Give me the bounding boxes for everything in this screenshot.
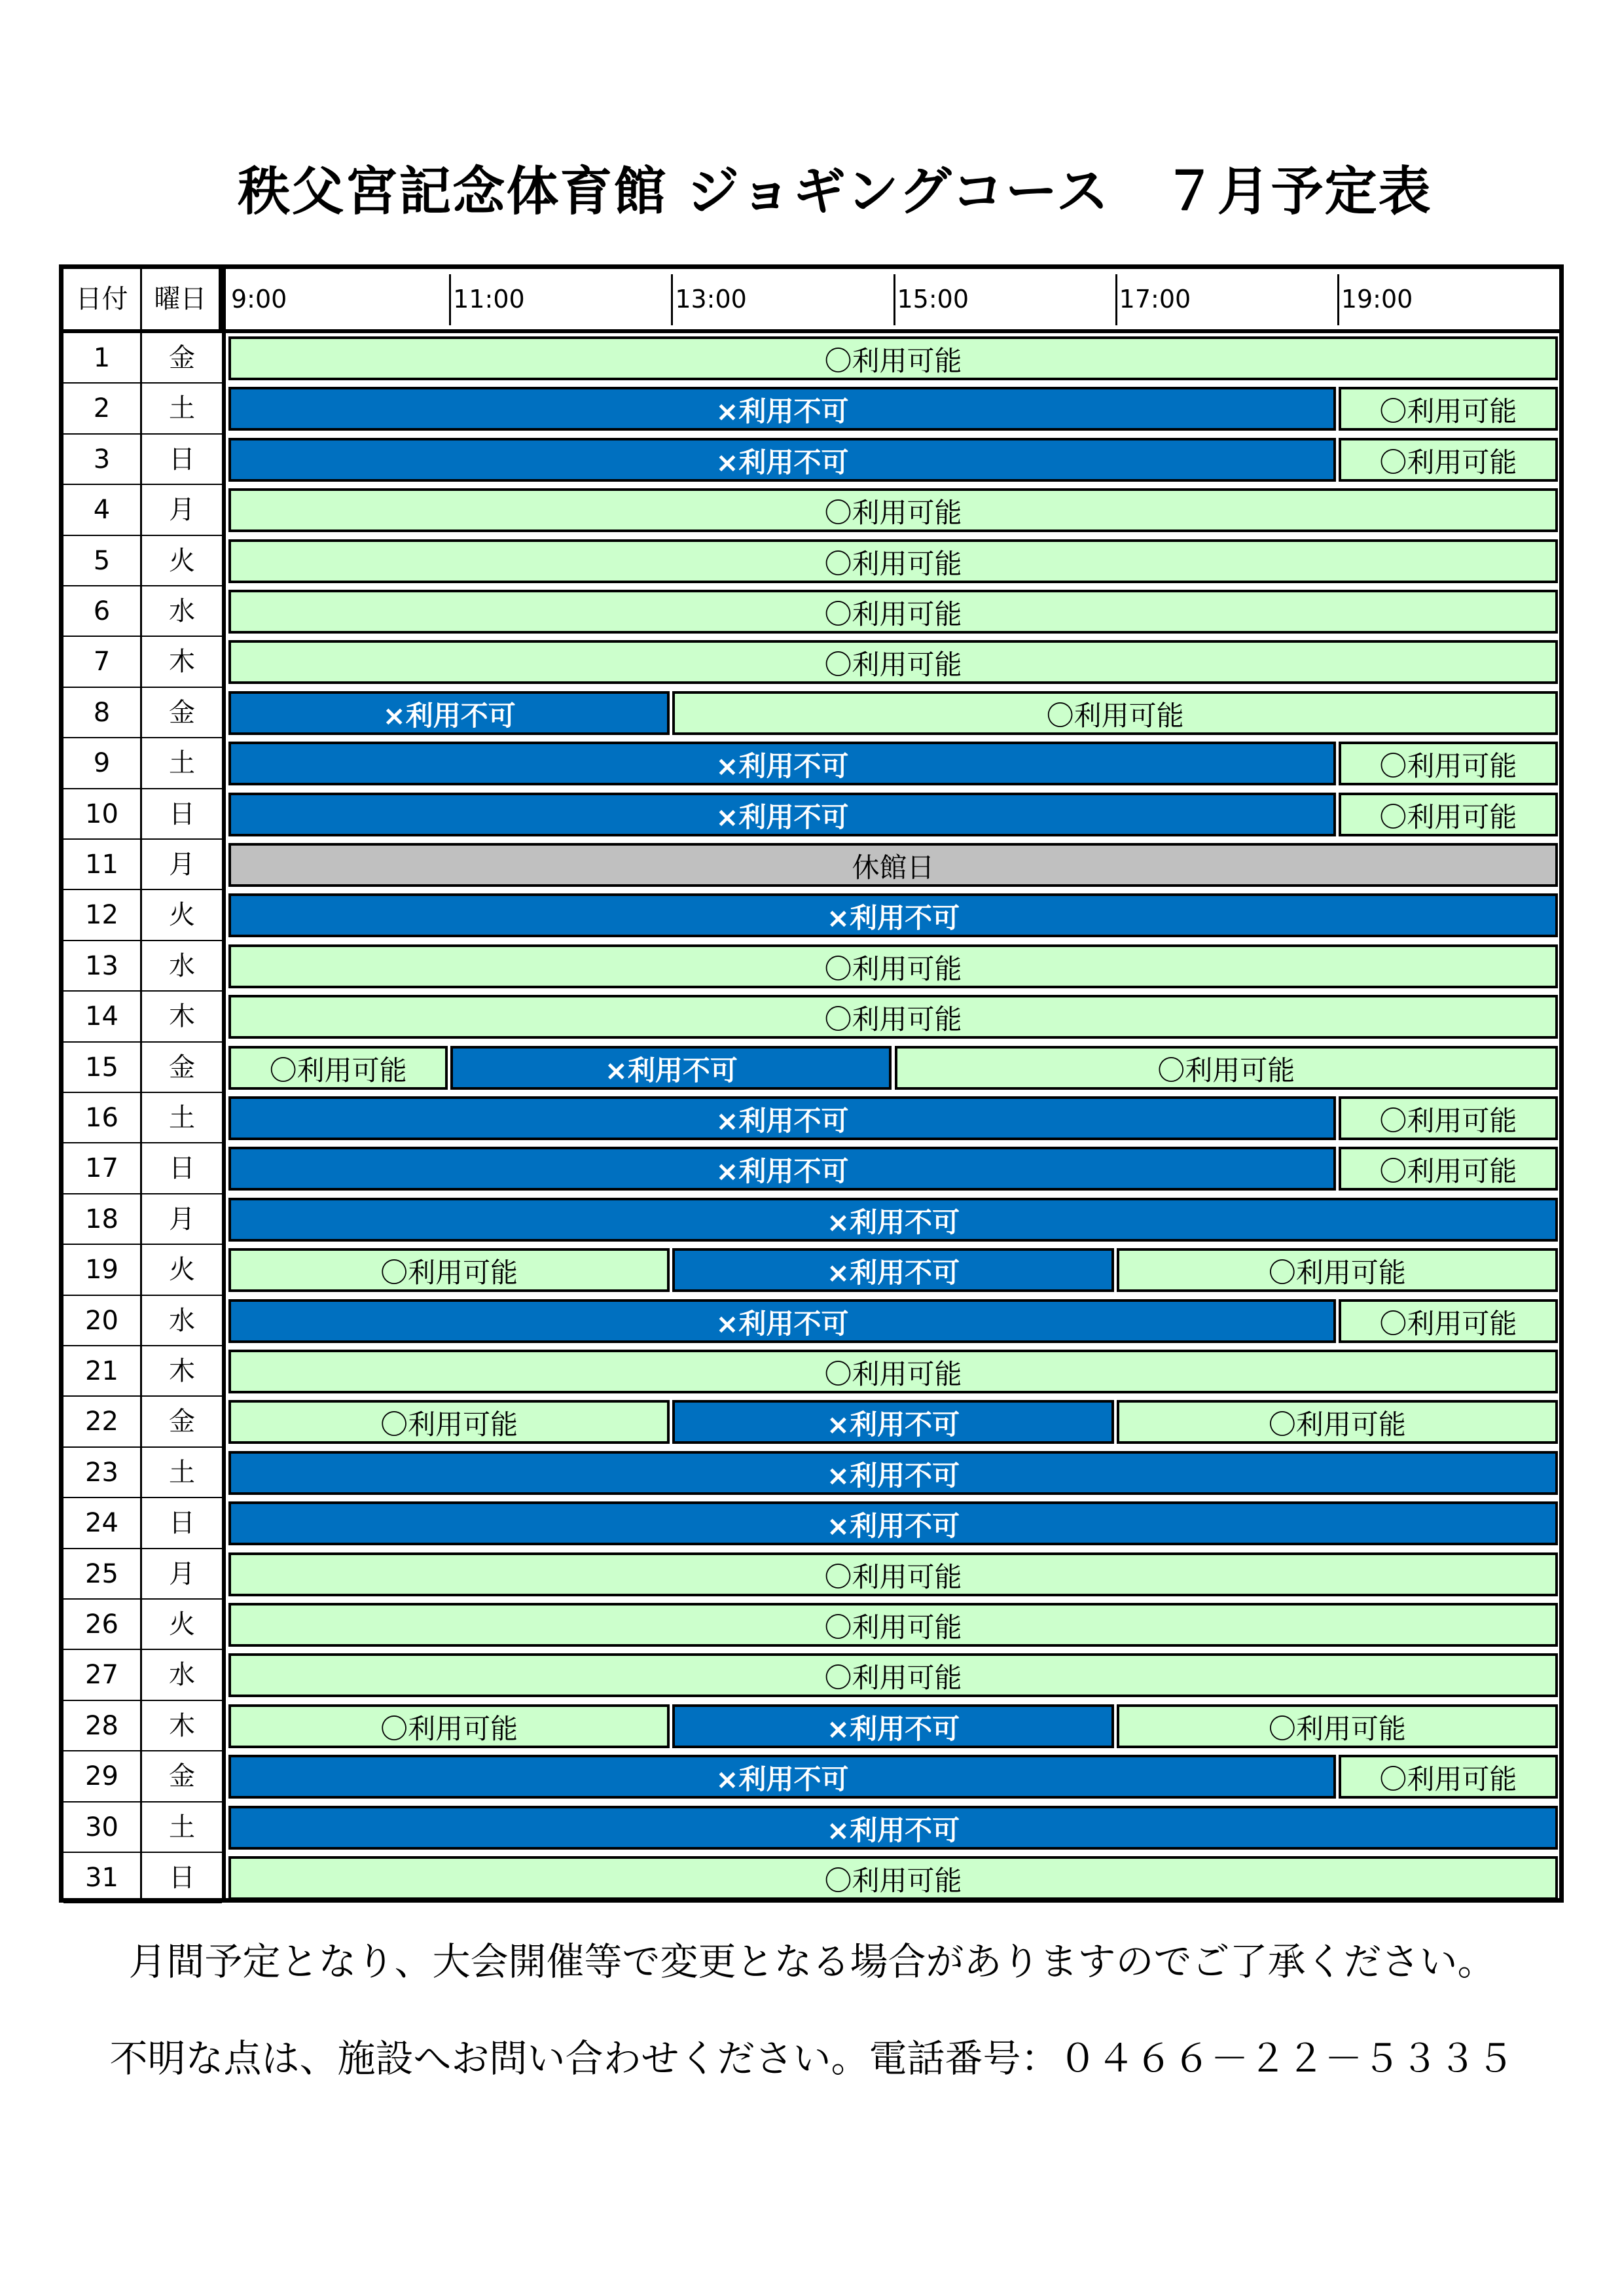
table-row	[63, 1600, 1559, 1650]
available-slot: 〇利用可能	[1339, 1147, 1558, 1191]
available-slot: 〇利用可能	[228, 590, 1558, 634]
available-slot: 〇利用可能	[1339, 742, 1558, 785]
date-cell: 13	[63, 941, 142, 992]
available-slot: 〇利用可能	[228, 1046, 448, 1090]
available-slot: 〇利用可能	[895, 1046, 1559, 1090]
unavailable-slot: ×利用不可	[228, 1451, 1558, 1495]
date-cell: 5	[63, 536, 142, 586]
table-row	[63, 1498, 1559, 1549]
weekday-cell: 月	[142, 840, 222, 890]
available-slot: 〇利用可能	[228, 1248, 670, 1292]
unavailable-slot: ×利用不可	[228, 1096, 1336, 1140]
table-row	[63, 890, 1559, 941]
weekday-cell: 金	[142, 1397, 222, 1447]
weekday-cell: 金	[142, 688, 222, 738]
time-tick-label: 9:00	[231, 285, 287, 314]
date-cell: 9	[63, 738, 142, 789]
date-cell: 8	[63, 688, 142, 738]
unavailable-slot: ×利用不可	[672, 1704, 1113, 1748]
table-row	[63, 333, 1559, 384]
unavailable-slot: ×利用不可	[228, 438, 1336, 482]
time-tick-label: 15:00	[897, 285, 969, 314]
table-row	[63, 1143, 1559, 1194]
available-slot: 〇利用可能	[228, 995, 1558, 1039]
table-row	[63, 738, 1559, 789]
available-slot: 〇利用可能	[1339, 387, 1558, 431]
date-cell: 23	[63, 1448, 142, 1498]
available-slot: 〇利用可能	[228, 539, 1558, 583]
table-row	[63, 637, 1559, 687]
available-slot: 〇利用可能	[228, 640, 1558, 684]
date-cell: 31	[63, 1853, 142, 1903]
table-row	[63, 1448, 1559, 1498]
weekday-cell: 水	[142, 1296, 222, 1346]
weekday-cell: 火	[142, 1600, 222, 1650]
date-cell: 4	[63, 485, 142, 535]
weekday-cell: 金	[142, 333, 222, 384]
table-row	[63, 941, 1559, 992]
weekday-cell: 日	[142, 1853, 222, 1903]
weekday-cell: 木	[142, 637, 222, 687]
date-cell: 10	[63, 789, 142, 840]
available-slot: 〇利用可能	[228, 1704, 670, 1748]
weekday-cell: 金	[142, 1043, 222, 1093]
notice-contact: 不明な点は、施設へお問い合わせください。電話番号：０４６６－２２－５３３５	[109, 2036, 1515, 2081]
weekday-cell: 土	[142, 738, 222, 789]
date-cell: 12	[63, 890, 142, 941]
date-cell: 30	[63, 1803, 142, 1853]
date-cell: 21	[63, 1346, 142, 1397]
weekday-cell: 月	[142, 485, 222, 535]
date-cell: 17	[63, 1143, 142, 1194]
notice-schedule-change: 月間予定となり、大会開催等で変更となる場合がありますのでご了承ください。	[128, 1939, 1496, 1984]
date-cell: 3	[63, 435, 142, 485]
table-row	[63, 485, 1559, 535]
date-cell: 15	[63, 1043, 142, 1093]
table-row	[63, 536, 1559, 586]
closed-day-slot: 休館日	[228, 843, 1558, 887]
weekday-cell: 火	[142, 890, 222, 941]
date-column-header: 日付	[63, 269, 142, 329]
table-row	[63, 1346, 1559, 1397]
date-cell: 29	[63, 1751, 142, 1802]
unavailable-slot: ×利用不可	[228, 1806, 1558, 1850]
table-row	[63, 1194, 1559, 1245]
available-slot: 〇利用可能	[228, 1400, 670, 1444]
unavailable-slot: ×利用不可	[672, 1400, 1113, 1444]
table-row	[63, 384, 1559, 434]
date-cell: 24	[63, 1498, 142, 1549]
table-row	[63, 435, 1559, 485]
weekday-cell: 土	[142, 1803, 222, 1853]
weekday-cell: 土	[142, 1448, 222, 1498]
date-cell: 16	[63, 1093, 142, 1143]
date-cell: 14	[63, 992, 142, 1042]
date-cell: 2	[63, 384, 142, 434]
unavailable-slot: ×利用不可	[228, 742, 1336, 785]
weekday-cell: 水	[142, 941, 222, 992]
table-row	[63, 840, 1559, 890]
table-row	[63, 586, 1559, 637]
available-slot: 〇利用可能	[1117, 1704, 1558, 1748]
available-slot: 〇利用可能	[228, 1856, 1558, 1900]
available-slot: 〇利用可能	[228, 1350, 1558, 1393]
date-cell: 11	[63, 840, 142, 890]
date-cell: 28	[63, 1701, 142, 1751]
time-tick-label: 11:00	[453, 285, 525, 314]
available-slot: 〇利用可能	[1339, 1299, 1558, 1343]
available-slot: 〇利用可能	[228, 944, 1558, 988]
available-slot: 〇利用可能	[228, 1603, 1558, 1647]
available-slot: 〇利用可能	[228, 1552, 1558, 1596]
table-row	[63, 1549, 1559, 1600]
table-row	[63, 1853, 1559, 1903]
weekday-cell: 火	[142, 1245, 222, 1295]
unavailable-slot: ×利用不可	[228, 691, 670, 735]
unavailable-slot: ×利用不可	[228, 893, 1558, 937]
weekday-cell: 日	[142, 1498, 222, 1549]
unavailable-slot: ×利用不可	[228, 1198, 1558, 1242]
date-cell: 26	[63, 1600, 142, 1650]
available-slot: 〇利用可能	[1117, 1248, 1558, 1292]
weekday-cell: 土	[142, 1093, 222, 1143]
weekday-cell: 日	[142, 1143, 222, 1194]
available-slot: 〇利用可能	[228, 488, 1558, 532]
date-cell: 22	[63, 1397, 142, 1447]
time-tick-label: 13:00	[675, 285, 747, 314]
table-row	[63, 1043, 1559, 1093]
page-title: 秩父宮記念体育館 ジョギングコース ７月予定表	[238, 161, 1432, 222]
weekday-cell: 水	[142, 1650, 222, 1700]
unavailable-slot: ×利用不可	[228, 1147, 1336, 1191]
weekday-cell: 木	[142, 992, 222, 1042]
date-cell: 7	[63, 637, 142, 687]
table-row	[63, 688, 1559, 738]
available-slot: 〇利用可能	[1339, 793, 1558, 836]
table-row	[63, 1245, 1559, 1295]
table-row	[63, 1650, 1559, 1700]
available-slot: 〇利用可能	[228, 336, 1558, 380]
table-row	[63, 789, 1559, 840]
date-cell: 19	[63, 1245, 142, 1295]
table-row	[63, 1701, 1559, 1751]
time-tick-label: 17:00	[1119, 285, 1191, 314]
weekday-cell: 火	[142, 536, 222, 586]
date-cell: 20	[63, 1296, 142, 1346]
date-cell: 25	[63, 1549, 142, 1600]
available-slot: 〇利用可能	[1339, 438, 1558, 482]
available-slot: 〇利用可能	[1339, 1096, 1558, 1140]
table-row	[63, 1296, 1559, 1346]
date-cell: 1	[63, 333, 142, 384]
weekday-cell: 月	[142, 1194, 222, 1245]
unavailable-slot: ×利用不可	[672, 1248, 1113, 1292]
unavailable-slot: ×利用不可	[228, 1501, 1558, 1545]
schedule-table	[59, 264, 1564, 1903]
table-row	[63, 1751, 1559, 1802]
time-tick-label: 19:00	[1341, 285, 1413, 314]
unavailable-slot: ×利用不可	[450, 1046, 892, 1090]
date-cell: 27	[63, 1650, 142, 1700]
unavailable-slot: ×利用不可	[228, 387, 1336, 431]
date-cell: 6	[63, 586, 142, 637]
weekday-cell: 月	[142, 1549, 222, 1600]
available-slot: 〇利用可能	[228, 1653, 1558, 1697]
weekday-cell: 日	[142, 435, 222, 485]
available-slot: 〇利用可能	[1339, 1755, 1558, 1799]
weekday-cell: 日	[142, 789, 222, 840]
unavailable-slot: ×利用不可	[228, 1299, 1336, 1343]
column-divider	[222, 269, 226, 1898]
table-header	[63, 269, 1559, 333]
date-cell: 18	[63, 1194, 142, 1245]
available-slot: 〇利用可能	[672, 691, 1558, 735]
weekday-cell: 木	[142, 1701, 222, 1751]
table-row	[63, 1093, 1559, 1143]
weekday-cell: 木	[142, 1346, 222, 1397]
unavailable-slot: ×利用不可	[228, 793, 1336, 836]
available-slot: 〇利用可能	[1117, 1400, 1558, 1444]
weekday-column-header: 曜日	[142, 269, 222, 329]
weekday-cell: 土	[142, 384, 222, 434]
table-row	[63, 992, 1559, 1042]
weekday-cell: 金	[142, 1751, 222, 1802]
table-row	[63, 1803, 1559, 1853]
weekday-cell: 水	[142, 586, 222, 637]
table-row	[63, 1397, 1559, 1447]
unavailable-slot: ×利用不可	[228, 1755, 1336, 1799]
